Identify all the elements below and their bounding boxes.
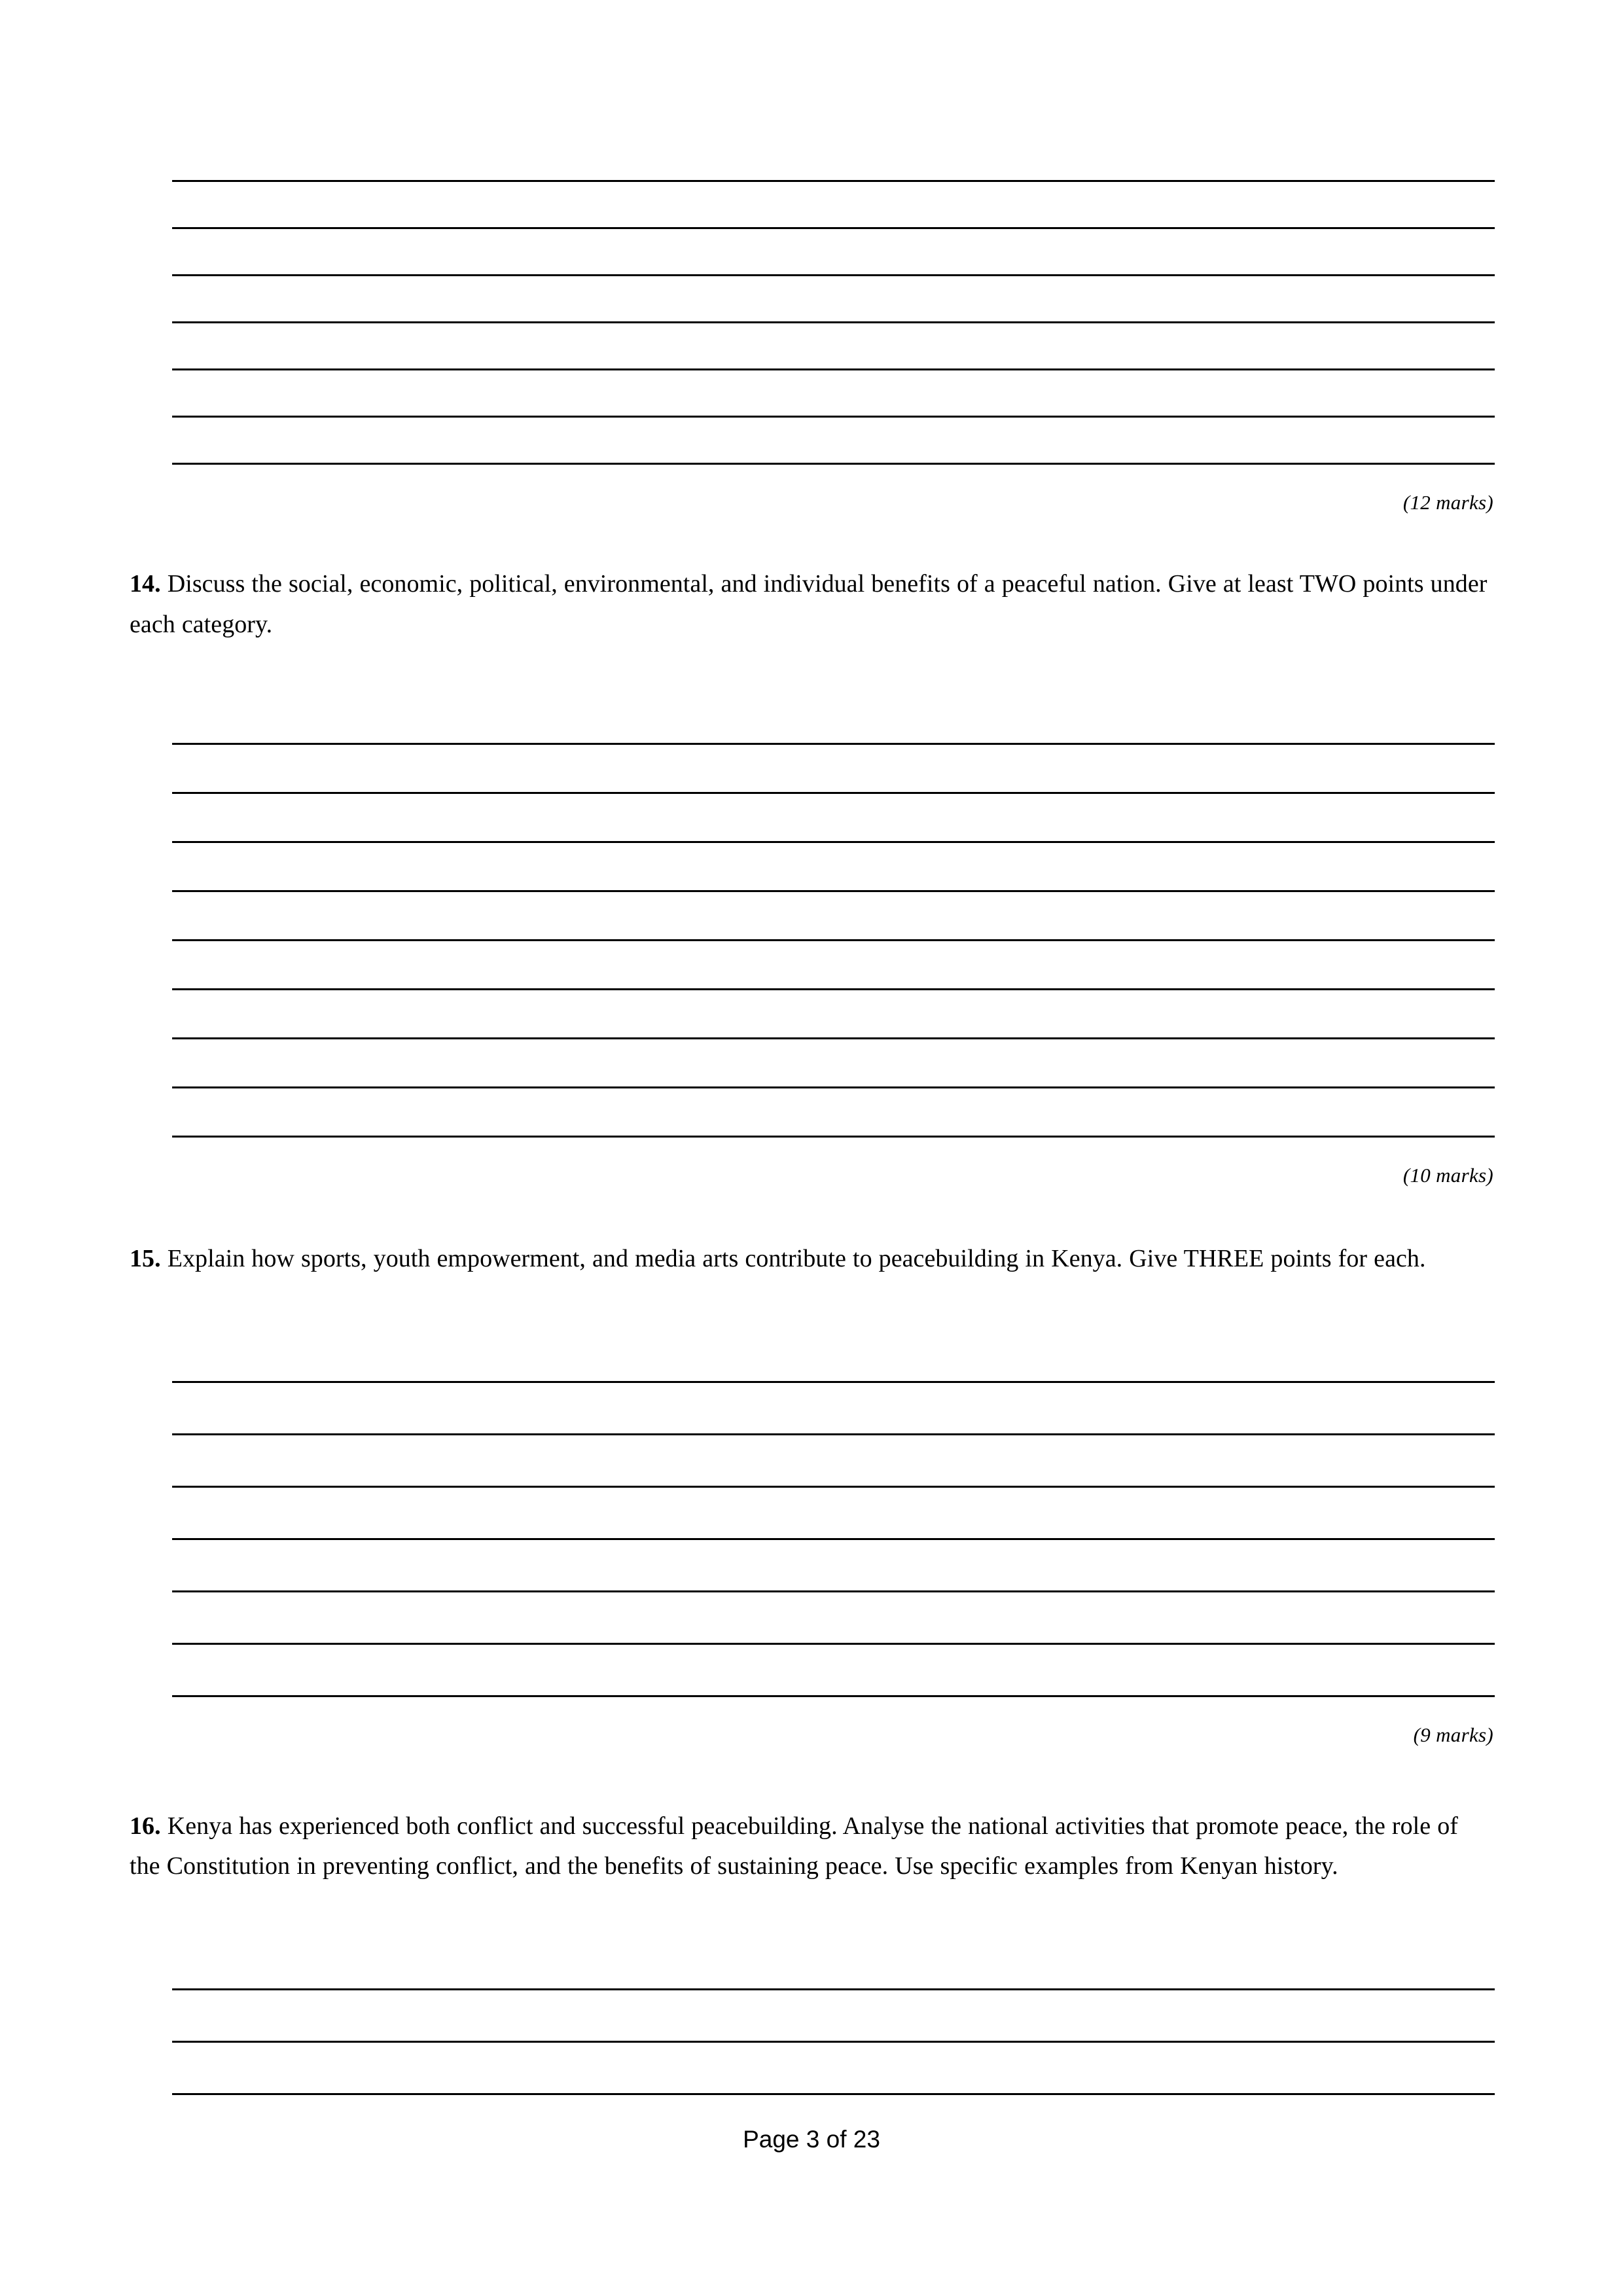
spacer	[130, 1185, 1495, 1214]
answer-line[interactable]	[130, 182, 1495, 229]
top-spacer	[130, 0, 1495, 135]
question-16-number: 16.	[130, 1812, 161, 1840]
answer-lines-block-15[interactable]	[130, 1331, 1495, 1697]
marks-label-13: (12 marks)	[1402, 491, 1493, 514]
answer-line[interactable]	[130, 276, 1495, 323]
spacer	[130, 1138, 1495, 1165]
question-15-number: 15.	[130, 1245, 161, 1273]
answer-line[interactable]	[130, 1645, 1495, 1697]
question-16-text	[130, 1806, 1495, 1887]
answer-line[interactable]	[130, 1331, 1495, 1383]
answer-line[interactable]	[130, 1938, 1495, 1990]
answer-line[interactable]	[130, 1039, 1495, 1088]
question-16-body: Kenya has experienced both conflict and successful peacebuilding. Analyse the national activities that promote peace, the role of the Constitution in preventing conflict, and the benefits of sustaining peace. Use specific examples from Kenyan history.	[130, 1812, 1459, 1880]
answer-line[interactable]	[130, 941, 1495, 990]
answer-line[interactable]	[130, 1088, 1495, 1138]
page-number-label: Page 3 of 23	[743, 2126, 880, 2153]
answer-line[interactable]	[130, 1540, 1495, 1592]
answer-line[interactable]	[130, 745, 1495, 794]
spacer	[130, 1304, 1495, 1331]
answer-line[interactable]	[130, 843, 1495, 892]
answer-line[interactable]	[130, 1383, 1495, 1435]
answer-line[interactable]	[130, 1990, 1495, 2043]
answer-line[interactable]	[130, 990, 1495, 1039]
answer-line[interactable]	[130, 892, 1495, 941]
spacer	[130, 670, 1495, 696]
answer-line[interactable]	[130, 1592, 1495, 1645]
answer-line[interactable]	[130, 2043, 1495, 2095]
spacer	[130, 512, 1495, 539]
answer-line[interactable]	[130, 1435, 1495, 1488]
answer-line[interactable]	[130, 323, 1495, 370]
question-14-text	[130, 564, 1495, 645]
answer-line[interactable]	[130, 135, 1495, 182]
spacer	[130, 465, 1495, 492]
question-15-body: Explain how sports, youth empowerment, and media arts contribute to peacebuilding in Kenya. Give THREE points for each.	[167, 1245, 1426, 1273]
question-14-number: 14.	[130, 570, 161, 598]
spacer	[130, 1697, 1495, 1725]
question-15-text	[130, 1239, 1495, 1280]
answer-lines-block-14[interactable]	[130, 696, 1495, 1138]
question-14-body: Discuss the social, economic, political, environmental, and individual benefits of a peaceful nation. Give at least TWO points under each category.	[130, 570, 1488, 638]
answer-line[interactable]	[130, 418, 1495, 465]
page-footer	[0, 2126, 1623, 2153]
answer-line[interactable]	[130, 1488, 1495, 1540]
answer-lines-block-16[interactable]	[130, 1938, 1495, 2095]
answer-lines-block-13[interactable]	[130, 135, 1495, 465]
answer-line[interactable]	[130, 229, 1495, 276]
spacer	[130, 1745, 1495, 1782]
answer-line[interactable]	[130, 696, 1495, 745]
answer-line[interactable]	[130, 370, 1495, 418]
marks-label-15: (9 marks)	[1413, 1723, 1493, 1746]
answer-line[interactable]	[130, 794, 1495, 843]
page-content	[130, 0, 1495, 2095]
spacer	[130, 1912, 1495, 1938]
marks-label-14: (10 marks)	[1402, 1164, 1493, 1187]
